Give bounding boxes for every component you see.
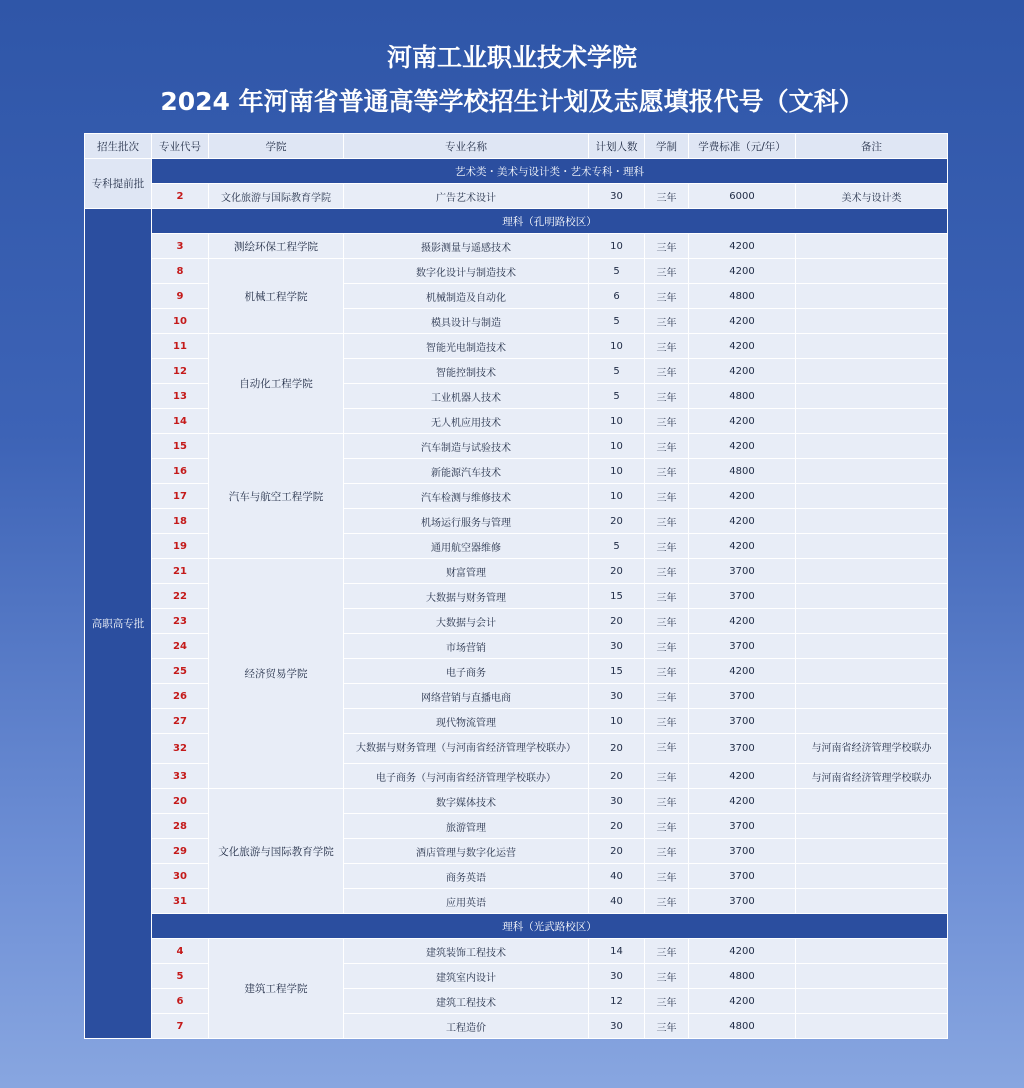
cell-plan: 30: [589, 789, 645, 814]
cell-fee: 3700: [689, 734, 796, 764]
cell-code: 31: [152, 889, 209, 914]
cell-code: 24: [152, 634, 209, 659]
cell-note: [796, 864, 948, 889]
header-note: 备注: [796, 134, 948, 159]
cell-plan: 10: [589, 409, 645, 434]
cell-major: 机场运行服务与管理: [344, 509, 589, 534]
cell-years: 三年: [645, 559, 689, 584]
cell-major: 通用航空器维修: [344, 534, 589, 559]
cell-code: 20: [152, 789, 209, 814]
cell-code: 14: [152, 409, 209, 434]
cell-code: 19: [152, 534, 209, 559]
cell-fee: 3700: [689, 839, 796, 864]
cell-code: 29: [152, 839, 209, 864]
cell-plan: 30: [589, 634, 645, 659]
cell-major: 智能控制技术: [344, 359, 589, 384]
cell-plan: 5: [589, 359, 645, 384]
cell-plan: 20: [589, 839, 645, 864]
cell-years: 三年: [645, 434, 689, 459]
cell-note: [796, 284, 948, 309]
cell-years: 三年: [645, 634, 689, 659]
cell-college: 自动化工程学院: [209, 334, 344, 434]
cell-years: 三年: [645, 284, 689, 309]
cell-plan: 5: [589, 534, 645, 559]
cell-fee: 3700: [689, 634, 796, 659]
cell-note: [796, 359, 948, 384]
cell-college: 经济贸易学院: [209, 559, 344, 789]
table-row: [85, 939, 948, 964]
cell-plan: 20: [589, 814, 645, 839]
cell-major: 数字媒体技术: [344, 789, 589, 814]
cell-code: 7: [152, 1014, 209, 1039]
cell-fee: 4200: [689, 309, 796, 334]
cell-years: 三年: [645, 684, 689, 709]
table-row: [85, 184, 948, 209]
cell-major: 新能源汽车技术: [344, 459, 589, 484]
cell-years: 三年: [645, 359, 689, 384]
cell-fee: 3700: [689, 584, 796, 609]
cell-note: [796, 559, 948, 584]
cell-college: 文化旅游与国际教育学院: [209, 789, 344, 914]
cell-years: 三年: [645, 659, 689, 684]
header-college: 学院: [209, 134, 344, 159]
cell-plan: 10: [589, 709, 645, 734]
cell-code: 26: [152, 684, 209, 709]
cell-note: [796, 259, 948, 284]
cell-major: 汽车检测与维修技术: [344, 484, 589, 509]
cell-years: 三年: [645, 764, 689, 789]
cell-college: 测绘环保工程学院: [209, 234, 344, 259]
cell-plan: 20: [589, 764, 645, 789]
cell-plan: 15: [589, 584, 645, 609]
cell-note: [796, 384, 948, 409]
table-row: [85, 559, 948, 584]
header-major: 专业名称: [344, 134, 589, 159]
cell-fee: 3700: [689, 864, 796, 889]
cell-years: 三年: [645, 259, 689, 284]
cell-plan: 40: [589, 864, 645, 889]
cell-note: [796, 939, 948, 964]
cell-major: 建筑室内设计: [344, 964, 589, 989]
cell-major: 摄影测量与遥感技术: [344, 234, 589, 259]
cell-note: 美术与设计类: [796, 184, 948, 209]
cell-years: 三年: [645, 584, 689, 609]
cell-major: 旅游管理: [344, 814, 589, 839]
cell-fee: 4200: [689, 234, 796, 259]
table-row: [85, 789, 948, 814]
cell-plan: 15: [589, 659, 645, 684]
cell-plan: 5: [589, 309, 645, 334]
cell-plan: 10: [589, 434, 645, 459]
cell-plan: 30: [589, 684, 645, 709]
cell-code: 5: [152, 964, 209, 989]
cell-plan: 20: [589, 509, 645, 534]
cell-code: 22: [152, 584, 209, 609]
cell-years: 三年: [645, 234, 689, 259]
section-title: 理科（光武路校区）: [152, 914, 948, 939]
cell-major: 工业机器人技术: [344, 384, 589, 409]
cell-plan: 20: [589, 734, 645, 764]
cell-major: 广告艺术设计: [344, 184, 589, 209]
cell-years: 三年: [645, 964, 689, 989]
cell-major: 智能光电制造技术: [344, 334, 589, 359]
header-plan: 计划人数: [589, 134, 645, 159]
cell-note: [796, 534, 948, 559]
cell-fee: 3700: [689, 559, 796, 584]
cell-note: [796, 789, 948, 814]
cell-major: 机械制造及自动化: [344, 284, 589, 309]
cell-major: 商务英语: [344, 864, 589, 889]
cell-code: 11: [152, 334, 209, 359]
cell-fee: 4200: [689, 259, 796, 284]
cell-plan: 30: [589, 184, 645, 209]
cell-college: 机械工程学院: [209, 259, 344, 334]
cell-major: 网络营销与直播电商: [344, 684, 589, 709]
cell-years: 三年: [645, 734, 689, 764]
cell-note: [796, 434, 948, 459]
header-code: 专业代号: [152, 134, 209, 159]
cell-code: 13: [152, 384, 209, 409]
cell-major: 大数据与财务管理: [344, 584, 589, 609]
header-batch: 招生批次: [85, 134, 152, 159]
cell-note: [796, 814, 948, 839]
cell-plan: 10: [589, 484, 645, 509]
cell-plan: 40: [589, 889, 645, 914]
cell-years: 三年: [645, 989, 689, 1014]
cell-code: 23: [152, 609, 209, 634]
cell-note: [796, 309, 948, 334]
cell-code: 30: [152, 864, 209, 889]
cell-fee: 6000: [689, 184, 796, 209]
cell-college: 建筑工程学院: [209, 939, 344, 1039]
cell-fee: 4200: [689, 359, 796, 384]
cell-fee: 3700: [689, 814, 796, 839]
section-row: [85, 914, 948, 939]
cell-years: 三年: [645, 889, 689, 914]
cell-major: 大数据与财务管理（与河南省经济管理学校联办）: [344, 734, 589, 764]
cell-note: 与河南省经济管理学校联办: [796, 764, 948, 789]
cell-note: [796, 964, 948, 989]
cell-years: 三年: [645, 409, 689, 434]
cell-code: 12: [152, 359, 209, 384]
cell-plan: 30: [589, 1014, 645, 1039]
cell-code: 9: [152, 284, 209, 309]
cell-years: 三年: [645, 484, 689, 509]
cell-code: 27: [152, 709, 209, 734]
table-header-row: [85, 134, 948, 159]
batch-early: 专科提前批: [85, 159, 152, 209]
section-title: 理科（孔明路校区）: [152, 209, 948, 234]
cell-note: [796, 684, 948, 709]
cell-plan: 10: [589, 234, 645, 259]
cell-code: 21: [152, 559, 209, 584]
section-row-art: [85, 159, 948, 184]
cell-plan: 14: [589, 939, 645, 964]
cell-code: 33: [152, 764, 209, 789]
cell-college: 汽车与航空工程学院: [209, 434, 344, 559]
cell-plan: 5: [589, 384, 645, 409]
cell-note: [796, 839, 948, 864]
table-row: [85, 259, 948, 284]
cell-fee: 4200: [689, 334, 796, 359]
cell-plan: 12: [589, 989, 645, 1014]
cell-note: 与河南省经济管理学校联办: [796, 734, 948, 764]
cell-fee: 4200: [689, 484, 796, 509]
cell-years: 三年: [645, 839, 689, 864]
cell-code: 32: [152, 734, 209, 764]
cell-fee: 4200: [689, 764, 796, 789]
cell-code: 18: [152, 509, 209, 534]
cell-note: [796, 709, 948, 734]
page-title: 河南工业职业技术学院: [386, 43, 637, 72]
cell-years: 三年: [645, 814, 689, 839]
cell-code: 17: [152, 484, 209, 509]
cell-major: 数字化设计与制造技术: [344, 259, 589, 284]
cell-years: 三年: [645, 789, 689, 814]
cell-major: 汽车制造与试验技术: [344, 434, 589, 459]
cell-major: 酒店管理与数字化运营: [344, 839, 589, 864]
cell-major: 无人机应用技术: [344, 409, 589, 434]
cell-fee: 3700: [689, 889, 796, 914]
cell-note: [796, 459, 948, 484]
cell-note: [796, 609, 948, 634]
cell-fee: 4200: [689, 789, 796, 814]
cell-note: [796, 509, 948, 534]
cell-fee: 4200: [689, 409, 796, 434]
cell-note: [796, 889, 948, 914]
cell-note: [796, 334, 948, 359]
cell-code: 2: [152, 184, 209, 209]
cell-code: 28: [152, 814, 209, 839]
cell-major: 建筑工程技术: [344, 989, 589, 1014]
cell-plan: 30: [589, 964, 645, 989]
admission-plan-table: [84, 133, 948, 1039]
batch-main: 高职高专批: [85, 209, 152, 1039]
section-row: [85, 209, 948, 234]
cell-fee: 4200: [689, 509, 796, 534]
cell-note: [796, 989, 948, 1014]
cell-fee: 4200: [689, 609, 796, 634]
cell-code: 8: [152, 259, 209, 284]
cell-major: 应用英语: [344, 889, 589, 914]
cell-years: 三年: [645, 459, 689, 484]
cell-note: [796, 409, 948, 434]
table-row: [85, 334, 948, 359]
cell-fee: 4200: [689, 434, 796, 459]
cell-plan: 6: [589, 284, 645, 309]
cell-plan: 20: [589, 609, 645, 634]
cell-code: 25: [152, 659, 209, 684]
cell-major: 工程造价: [344, 1014, 589, 1039]
cell-note: [796, 584, 948, 609]
page-subtitle: 2024 年河南省普通高等学校招生计划及志愿填报代号（文科）: [160, 87, 864, 116]
cell-fee: 3700: [689, 709, 796, 734]
cell-major: 市场营销: [344, 634, 589, 659]
cell-code: 15: [152, 434, 209, 459]
cell-fee: 3700: [689, 684, 796, 709]
cell-major: 电子商务（与河南省经济管理学校联办）: [344, 764, 589, 789]
cell-fee: 4200: [689, 659, 796, 684]
cell-code: 16: [152, 459, 209, 484]
cell-fee: 4800: [689, 284, 796, 309]
cell-plan: 10: [589, 459, 645, 484]
cell-code: 6: [152, 989, 209, 1014]
cell-years: 三年: [645, 939, 689, 964]
cell-years: 三年: [645, 309, 689, 334]
cell-years: 三年: [645, 384, 689, 409]
cell-code: 10: [152, 309, 209, 334]
cell-plan: 10: [589, 334, 645, 359]
header-fee: 学费标准（元/年）: [689, 134, 796, 159]
cell-years: 三年: [645, 1014, 689, 1039]
cell-years: 三年: [645, 184, 689, 209]
cell-major: 现代物流管理: [344, 709, 589, 734]
cell-years: 三年: [645, 509, 689, 534]
cell-plan: 20: [589, 559, 645, 584]
cell-fee: 4200: [689, 989, 796, 1014]
cell-fee: 4200: [689, 534, 796, 559]
cell-fee: 4800: [689, 459, 796, 484]
cell-note: [796, 1014, 948, 1039]
header-years: 学制: [645, 134, 689, 159]
cell-years: 三年: [645, 534, 689, 559]
cell-years: 三年: [645, 334, 689, 359]
cell-years: 三年: [645, 609, 689, 634]
cell-major: 电子商务: [344, 659, 589, 684]
cell-fee: 4800: [689, 1014, 796, 1039]
cell-years: 三年: [645, 864, 689, 889]
cell-note: [796, 634, 948, 659]
cell-code: 4: [152, 939, 209, 964]
cell-years: 三年: [645, 709, 689, 734]
cell-major: 模具设计与制造: [344, 309, 589, 334]
cell-note: [796, 484, 948, 509]
cell-fee: 4200: [689, 939, 796, 964]
cell-note: [796, 659, 948, 684]
cell-college: 文化旅游与国际教育学院: [209, 184, 344, 209]
table-row: [85, 234, 948, 259]
cell-code: 3: [152, 234, 209, 259]
cell-major: 大数据与会计: [344, 609, 589, 634]
cell-plan: 5: [589, 259, 645, 284]
section-art: 艺术类・美术与设计类・艺术专科・理科: [152, 159, 948, 184]
cell-note: [796, 234, 948, 259]
cell-major: 财富管理: [344, 559, 589, 584]
cell-major: 建筑装饰工程技术: [344, 939, 589, 964]
table-row: [85, 434, 948, 459]
cell-fee: 4800: [689, 964, 796, 989]
cell-fee: 4800: [689, 384, 796, 409]
